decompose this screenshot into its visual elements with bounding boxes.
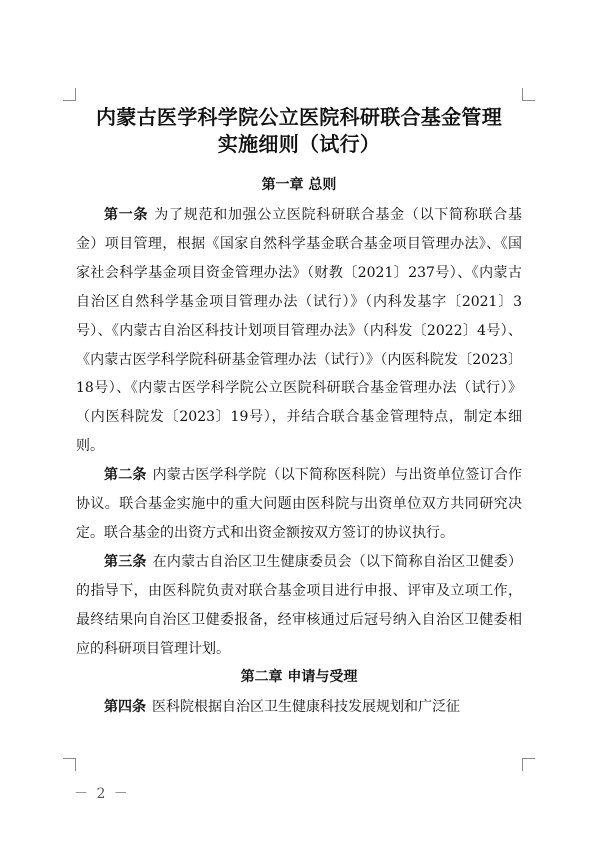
article-number: 第一条 xyxy=(104,207,149,223)
crop-mark-top-right xyxy=(522,88,535,101)
article-text: 内蒙古医学科学院（以下简称医科院）与出资单位签订合作协议。联合基金实施中的重大问题由医科院与出资单位双方共同研究决定。联合基金的出资方式和出资金额按双方签订的协议执行。 xyxy=(76,467,523,541)
chapter-heading-2: 第二章 申请与受理 xyxy=(240,668,358,685)
crop-mark-bottom-right xyxy=(522,758,535,771)
article-2 xyxy=(76,461,522,548)
title-line-1: 内蒙古医学科学院公立医院科研联合基金管理 xyxy=(96,105,502,129)
article-1 xyxy=(76,201,522,461)
article-number: 第二条 xyxy=(104,467,147,484)
article-text: 在内蒙古自治区卫生健康委员会（以下简称自治区卫健委）的指导下，由医科院负责对联合基金项目进行申报、评审及立项工作，最终结果向自治区卫健委报备，经审核通过后冠号纳入自治区卫健委相应的科研项目管理计划。 xyxy=(76,553,523,657)
document-body xyxy=(76,104,522,721)
article-4 xyxy=(76,693,522,722)
crop-mark-bottom-left xyxy=(63,758,76,771)
article-3 xyxy=(76,548,522,664)
article-text: 医科院根据自治区卫生健康科技发展规划和广泛征 xyxy=(152,698,460,715)
article-number: 第四条 xyxy=(104,698,146,715)
crop-mark-top-left xyxy=(63,88,76,101)
article-text: 为了规范和加强公立医院科研联合基金（以下简称联合基金）项目管理，根据《国家自然科学基金联合基金项目管理办法》、《国家社会科学基金项目资金管理办法》（财教〔2021〕237号）、《内蒙古自治区自然科学基金项目管理办法（试行）》（内科发基字〔2021〕3号）、《内蒙古自治区科技计划项目管理办法》（内科发〔2022〕4号）、《内蒙古医学科学院科研基金管理办法（试行）》（内医科院发〔2023〕18号）、《内蒙古医学科学院公立医院科研联合基金管理办法（试行）》（内医科院发〔2023〕19号），并结合联合基金管理特点，制定本细则。 xyxy=(76,207,523,455)
chapter-heading-1: 第一章 总则 xyxy=(261,177,337,193)
title-line-2: 实施细则（试行） xyxy=(217,132,381,156)
article-number: 第三条 xyxy=(104,553,147,570)
document-title xyxy=(76,104,522,158)
page-number: － 2 － xyxy=(74,786,130,802)
